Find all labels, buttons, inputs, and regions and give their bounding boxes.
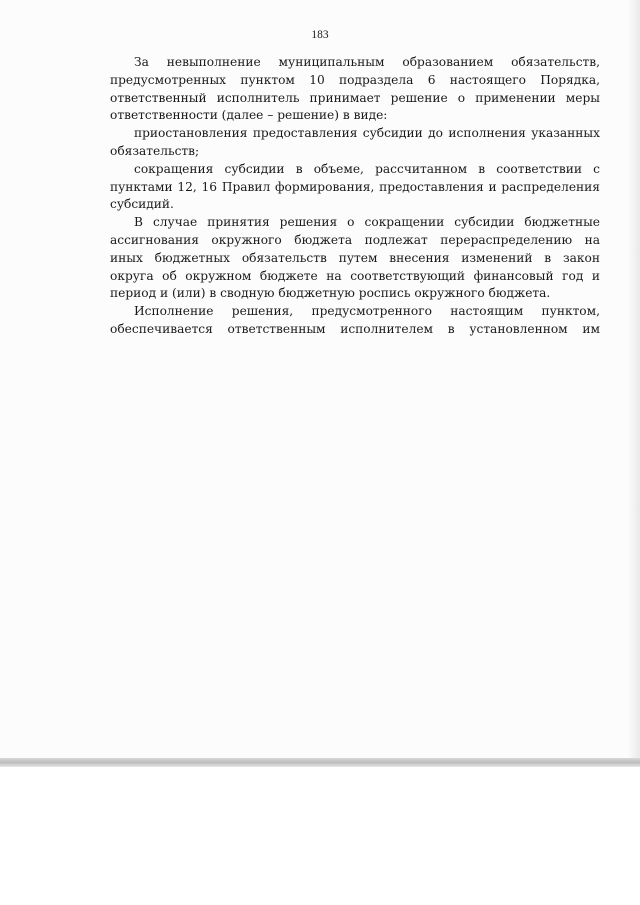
text-line: приостановления предоставления субсидии до исполнения указанных (134, 126, 600, 141)
paragraph (110, 214, 600, 303)
text-line: субсидий. (110, 197, 174, 212)
page-edge-shadow (628, 0, 640, 760)
text-line: иных бюджетных обязательств путем внесения изменений в закон (110, 250, 600, 265)
text-line: В случае принятия решения о сокращении субсидии бюджетные (134, 215, 600, 230)
text-line: округа об окружном бюджете на соответствующий финансовый год и (110, 268, 600, 283)
text-line: предусмотренных пунктом 10 подраздела 6 настоящего Порядка, (110, 72, 600, 87)
text-line: За невыполнение муниципальным образованием обязательств, (134, 55, 600, 69)
paragraph (110, 125, 600, 161)
text-line: обязательств; (110, 143, 200, 158)
text-line: период и (или) в сводную бюджетную роспись окружного бюджета. (110, 286, 551, 301)
page-number: 183 (311, 29, 329, 41)
paragraph (110, 54, 600, 125)
text-line: обеспечивается ответственным исполнителем в установленном им (110, 321, 600, 336)
page-bottom-edge (0, 758, 640, 767)
text-line: Исполнение решения, предусмотренного настоящим пунктом, (134, 304, 600, 319)
paragraph (110, 161, 600, 214)
text-line: пунктами 12, 16 Правил формирования, предоставления и распределения (110, 179, 600, 194)
text-line: ответственности (далее – решение) в виде: (110, 108, 388, 123)
text-line: сокращения субсидии в объеме, рассчитанном в соответствии с (134, 161, 600, 176)
text-line: ассигнования окружного бюджета подлежат перераспределению на (110, 232, 600, 247)
paragraph (110, 303, 600, 339)
document-body (110, 54, 600, 339)
text-line: ответственный исполнитель принимает решение о применении меры (110, 90, 600, 105)
